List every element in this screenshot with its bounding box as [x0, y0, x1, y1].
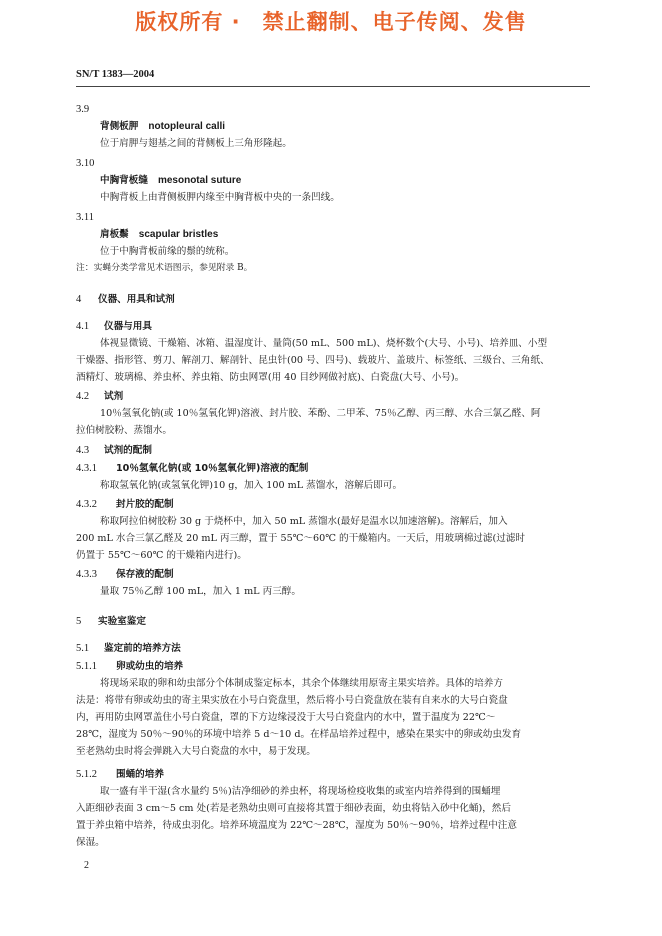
header-rule	[76, 86, 590, 87]
section-heading: 5 实验室鉴定	[76, 616, 146, 627]
section-5	[76, 613, 592, 630]
paragraph-line: 法是：将带有卵或幼虫的寄主果实放在小号白瓷盘里，然后将小号白瓷盘放在装有自来水的大号白瓷盘	[76, 695, 508, 706]
paragraph-line: 取一盛有半干湿(含水量约 5％)洁净细砂的养虫杯，将现场检疫收集的或室内培养得到的围蛹埋	[100, 786, 501, 797]
paragraph-line: 体视显微镜、干燥箱、冰箱、温湿度计、量筒(50 mL、500 mL)、烧杯数个(大号、小号)、培养皿、小型	[100, 338, 548, 349]
section-5-1-2	[76, 766, 592, 851]
section-4-1	[76, 318, 592, 386]
paragraph-line: 拉伯树胶粉、蒸馏水。	[76, 425, 172, 436]
section-4-2	[76, 388, 592, 439]
subsection-heading: 5.1 鉴定前的培养方法	[76, 643, 181, 654]
paragraph-line: 称取氢氧化钠(或氢氧化钾)10 g，加入 100 mL 蒸馏水，溶解后即可。	[100, 480, 403, 491]
paragraph-line: 量取 75％乙醇 100 mL，加入 1 mL 丙三醇。	[100, 586, 301, 597]
term-chinese: 肩板鬃	[100, 229, 129, 240]
term-heading	[76, 226, 592, 243]
paragraph-line: 称取阿拉伯树胶粉 30 g 于烧杯中，加入 50 mL 蒸馏水(最好是温水以加速溶解)。溶解后，加入	[100, 516, 508, 527]
section-4	[76, 291, 592, 308]
term-number: 3.10	[76, 158, 95, 169]
paragraph-line: 置于养虫箱中培养，待成虫羽化。培养环境温度为 22℃～28℃，湿度为 50％～90％，培养过程中注意	[76, 820, 517, 831]
subsection-heading: 5.1.1 卵或幼虫的培养	[76, 661, 184, 672]
section-4-3-1	[76, 460, 592, 494]
term-english: mesonotal suture	[157, 175, 242, 186]
subsection-heading: 4.1 仪器与用具	[76, 321, 152, 332]
term-definition: 位于中胸背板前缘的鬃的统称。	[100, 246, 235, 257]
subsection-heading: 4.2 试剂	[76, 391, 124, 402]
term-3-11	[76, 209, 592, 277]
term-number: 3.11	[76, 212, 94, 223]
paragraph-line: 干燥器、指形管、剪刀、解剖刀、解剖针、昆虫针(00 号、四号)、载玻片、盖玻片、标签纸、三级台、三角纸、	[76, 355, 550, 366]
term-definition: 位于肩胛与翅基之间的背侧板上三角形隆起。	[100, 138, 292, 149]
paragraph-line: 入距细砂表面 3 cm～5 cm 处(若是老熟幼虫则可直接将其置于细砂表面，幼虫将钻入砂中化蛹)，然后	[76, 803, 511, 814]
subsection-heading: 4.3.1 10％氢氧化钠(或 10％氢氧化钾)溶液的配制	[76, 463, 309, 474]
term-heading	[76, 172, 592, 189]
term-english: notopleural calli	[148, 121, 226, 132]
subsection-heading: 5.1.2 围蛹的培养	[76, 769, 164, 780]
section-5-1	[76, 640, 592, 657]
term-english: scapular bristles	[138, 229, 219, 240]
section-4-3	[76, 442, 592, 459]
section-4-3-2	[76, 496, 592, 564]
term-heading	[76, 118, 592, 135]
subsection-heading: 4.3.3 保存液的配制	[76, 569, 174, 580]
term-number: 3.9	[76, 104, 90, 115]
paragraph-line: 保湿。	[76, 837, 105, 848]
term-3-9	[76, 101, 592, 152]
subsection-heading: 4.3 试剂的配制	[76, 445, 152, 456]
paragraph-line: 将现场采取的卵和幼虫部分个体制成鉴定标本，其余个体继续用原寄主果实培养。具体的培养方	[100, 678, 503, 689]
paragraph-line: 10％氢氧化钠(或 10％氢氧化钾)溶液、封片胶、苯酚、二甲苯、75％乙醇、丙三醇、水合三氯乙醛、阿	[100, 408, 541, 419]
subsection-heading: 4.3.2 封片胶的配制	[76, 499, 174, 510]
term-chinese: 中胸背板缝	[100, 175, 148, 186]
term-chinese: 背侧板胛	[100, 121, 139, 132]
term-definition: 中胸背板上由背侧板胛内缘至中胸背板中央的一条凹线。	[100, 192, 340, 203]
section-5-1-1	[76, 658, 592, 760]
paragraph-line: 仍置于 55℃～60℃ 的干燥箱内进行)。	[76, 550, 247, 561]
copyright-banner: 版权所有 · 禁止翻制、电子传阅、发售	[135, 10, 527, 34]
paragraph-line: 28℃，湿度为 50％～90％的环境中培养 5 d～10 d。在样品培养过程中，感染在果实中的卵或幼虫发育	[76, 729, 522, 740]
note: 注：实蝇分类学常见术语图示，参见附录 B。	[76, 263, 253, 273]
page-number: 2	[84, 860, 89, 871]
section-4-3-3	[76, 566, 592, 600]
paragraph-line: 酒精灯、玻璃棉、养虫杯、养虫箱、防虫网罩(用 40 目纱网做衬底)、白瓷盘(大号、小号)。	[76, 372, 465, 383]
term-3-10	[76, 155, 592, 206]
standard-number: SN/T 1383—2004	[76, 69, 155, 80]
paragraph-line: 至老熟幼虫时将会弹跳入大号白瓷盘的水中，易于发现。	[76, 746, 316, 757]
paragraph-line: 200 mL 水合三氯乙醛及 20 mL 丙三醇，置于 55℃～60℃ 的干燥箱内。一天后，用玻璃棉过滤(过滤时	[76, 533, 526, 544]
paragraph-line: 内，再用防虫网罩盖住小号白瓷盘，罩的下方边缘浸没于大号白瓷盘内的水中，置于温度为 22℃～	[76, 712, 496, 723]
section-heading: 4 仪器、用具和试剂	[76, 294, 175, 305]
